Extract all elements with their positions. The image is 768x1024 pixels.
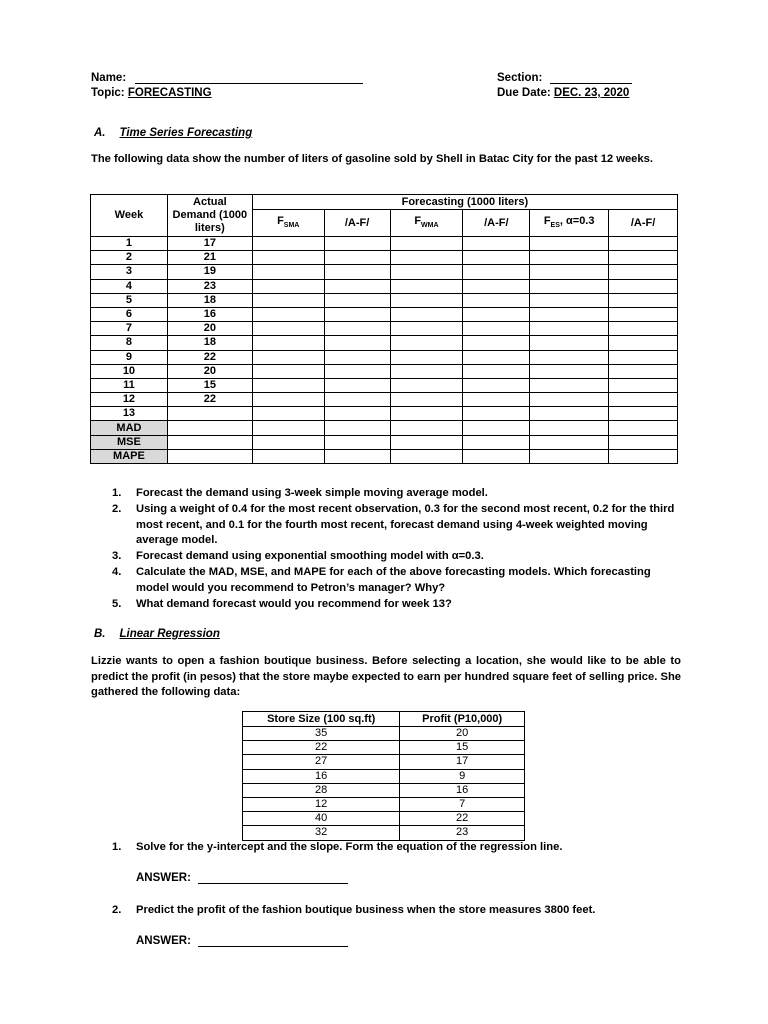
week-cell: 10 — [91, 364, 168, 378]
week-cell: 11 — [91, 378, 168, 392]
blank-cell[interactable] — [609, 237, 678, 251]
blank-cell[interactable] — [324, 407, 390, 421]
blank-cell[interactable] — [463, 237, 530, 251]
blank-cell[interactable] — [252, 421, 324, 435]
blank-cell[interactable] — [252, 378, 324, 392]
blank-cell[interactable] — [609, 435, 678, 449]
blank-cell[interactable] — [390, 251, 463, 265]
store-size-cell: 12 — [243, 797, 400, 811]
blank-cell[interactable] — [252, 449, 324, 463]
section-label: Section: — [497, 72, 632, 84]
list-item: 3. Forecast demand using exponential smoothing model with α=0.3. — [112, 550, 484, 563]
section-blank[interactable] — [550, 83, 632, 84]
blank-cell[interactable] — [252, 237, 324, 251]
forecast-table — [90, 194, 678, 464]
blank-cell[interactable] — [609, 449, 678, 463]
blank-cell[interactable] — [252, 279, 324, 293]
profit-cell: 20 — [400, 727, 525, 741]
blank-cell[interactable] — [252, 265, 324, 279]
blank-cell[interactable] — [530, 336, 609, 350]
week-cell: 6 — [91, 307, 168, 321]
week-cell: 1 — [91, 237, 168, 251]
blank-cell[interactable] — [463, 421, 530, 435]
blank-cell[interactable] — [530, 251, 609, 265]
fwma-header: $F_{WMA}$ — [390, 210, 463, 237]
blank-cell[interactable] — [390, 364, 463, 378]
blank-cell[interactable] — [530, 364, 609, 378]
blank-cell[interactable] — [324, 421, 390, 435]
blank-cell[interactable] — [530, 407, 609, 421]
blank-cell[interactable] — [530, 322, 609, 336]
table-row — [91, 279, 678, 293]
demand-cell: 18 — [167, 336, 252, 350]
profit-cell: 17 — [400, 755, 525, 769]
blank-cell[interactable] — [324, 393, 390, 407]
blank-cell[interactable] — [390, 322, 463, 336]
blank-cell[interactable] — [252, 293, 324, 307]
blank-cell[interactable] — [252, 251, 324, 265]
summary-row — [91, 435, 678, 449]
section-b-question-2 — [112, 903, 682, 919]
demand-header: Actual Demand (1000 liters) — [167, 195, 252, 237]
blank-cell[interactable] — [390, 435, 463, 449]
table-row — [91, 350, 678, 364]
table-row — [243, 755, 525, 769]
blank-cell[interactable] — [390, 336, 463, 350]
demand-cell: 22 — [167, 393, 252, 407]
blank-cell[interactable] — [530, 449, 609, 463]
store-size-header: Store Size (100 sq.ft) — [243, 712, 400, 727]
blank-cell[interactable] — [324, 378, 390, 392]
list-item: 4. Calculate the MAD, MSE, and MAPE for each of the above forecasting models. Which forecasting model would you recommend to Petron’s manager? Why? — [112, 565, 651, 594]
list-item: 1. Forecast the demand using 3-week simple moving average model. — [112, 487, 488, 499]
blank-cell[interactable] — [390, 407, 463, 421]
blank-cell[interactable] — [463, 279, 530, 293]
store-size-cell: 35 — [243, 727, 400, 741]
blank-cell[interactable] — [530, 293, 609, 307]
profit-cell: 9 — [400, 769, 525, 783]
table-row — [243, 797, 525, 811]
profit-cell: 23 — [400, 826, 525, 840]
blank-cell[interactable] — [252, 336, 324, 350]
profit-cell: 7 — [400, 797, 525, 811]
blank-cell[interactable] — [324, 435, 390, 449]
summary-row — [91, 449, 678, 463]
blank-cell[interactable] — [324, 449, 390, 463]
blank-cell[interactable] — [252, 364, 324, 378]
blank-cell[interactable] — [463, 378, 530, 392]
blank-cell[interactable] — [609, 279, 678, 293]
section-a-questions — [112, 486, 682, 612]
blank-cell[interactable] — [324, 322, 390, 336]
forecasting-header: Forecasting (1000 liters) — [252, 195, 677, 210]
blank-cell[interactable] — [324, 251, 390, 265]
topic-line: Topic: FORECASTING — [91, 87, 212, 99]
table-row — [91, 407, 678, 421]
section-a-intro: The following data show the number of liters of gasoline sold by Shell in Batac City for the past 12 weeks. — [91, 153, 653, 165]
answer-1-blank[interactable] — [198, 883, 348, 884]
blank-cell[interactable] — [530, 307, 609, 321]
blank-cell[interactable] — [390, 350, 463, 364]
table-row — [91, 307, 678, 321]
blank-cell[interactable] — [167, 421, 252, 435]
blank-cell[interactable] — [324, 364, 390, 378]
table-row — [91, 364, 678, 378]
answer-2-blank[interactable] — [198, 946, 348, 947]
blank-cell[interactable] — [609, 364, 678, 378]
table-row — [91, 293, 678, 307]
list-item: 2. Using a weight of 0.4 for the most recent observation, 0.3 for the second most recent, 0.2 for the third most recent, and 0.1 for the fourth most recent, forecast demand using 4-week weighted moving average model. — [112, 502, 675, 547]
table-row — [243, 783, 525, 797]
table-row — [91, 322, 678, 336]
week-cell: 9 — [91, 350, 168, 364]
section-a-heading: A. Time Series Forecasting — [94, 127, 253, 139]
table-row — [243, 727, 525, 741]
blank-cell[interactable] — [390, 393, 463, 407]
profit-cell: 22 — [400, 812, 525, 826]
demand-cell: 18 — [167, 293, 252, 307]
blank-cell[interactable] — [324, 307, 390, 321]
summary-row — [91, 421, 678, 435]
answer-2: ANSWER: — [136, 935, 348, 947]
demand-cell: 22 — [167, 350, 252, 364]
blank-cell[interactable] — [463, 336, 530, 350]
store-size-cell: 32 — [243, 826, 400, 840]
fes-header: $F_{ES}$, α=0.3 — [530, 210, 609, 237]
blank-cell[interactable] — [324, 350, 390, 364]
blank-cell[interactable] — [463, 293, 530, 307]
table-row — [91, 393, 678, 407]
week-cell: 12 — [91, 393, 168, 407]
blank-cell[interactable] — [390, 237, 463, 251]
blank-cell[interactable] — [390, 449, 463, 463]
table-row — [91, 251, 678, 265]
blank-cell[interactable] — [609, 265, 678, 279]
store-size-cell: 27 — [243, 755, 400, 769]
demand-cell: 16 — [167, 307, 252, 321]
list-item: 2. Predict the profit of the fashion boutique business when the store measures 3800 feet. — [112, 904, 596, 916]
blank-cell[interactable] — [463, 322, 530, 336]
demand-cell: 15 — [167, 378, 252, 392]
blank-cell[interactable] — [463, 307, 530, 321]
week-cell: 5 — [91, 293, 168, 307]
blank-cell[interactable] — [167, 449, 252, 463]
week-cell: 8 — [91, 336, 168, 350]
blank-cell[interactable] — [324, 265, 390, 279]
blank-cell[interactable] — [167, 435, 252, 449]
list-item: 1. Solve for the y-intercept and the slope. Form the equation of the regression line. — [112, 841, 563, 853]
blank-cell[interactable] — [463, 435, 530, 449]
blank-cell[interactable] — [463, 449, 530, 463]
blank-cell[interactable] — [324, 279, 390, 293]
blank-cell[interactable] — [609, 307, 678, 321]
answer-1: ANSWER: — [136, 872, 348, 884]
blank-cell[interactable] — [530, 237, 609, 251]
blank-cell[interactable] — [609, 336, 678, 350]
table-row — [91, 336, 678, 350]
demand-cell — [167, 407, 252, 421]
demand-cell: 21 — [167, 251, 252, 265]
table-row — [91, 237, 678, 251]
blank-cell[interactable] — [252, 393, 324, 407]
blank-cell[interactable] — [252, 407, 324, 421]
blank-cell[interactable] — [324, 293, 390, 307]
section-b-heading: B. Linear Regression — [94, 628, 220, 640]
store-size-cell: 28 — [243, 783, 400, 797]
week-header: Week — [91, 195, 168, 237]
demand-cell: 17 — [167, 237, 252, 251]
blank-cell[interactable] — [609, 393, 678, 407]
blank-cell[interactable] — [390, 307, 463, 321]
blank-cell[interactable] — [530, 421, 609, 435]
blank-cell[interactable] — [530, 279, 609, 293]
demand-cell: 20 — [167, 364, 252, 378]
blank-cell[interactable] — [252, 307, 324, 321]
demand-cell: 23 — [167, 279, 252, 293]
list-item: 5. What demand forecast would you recommend for week 13? — [112, 597, 452, 610]
due-date-line: Due Date: DEC. 23, 2020 — [497, 87, 630, 99]
blank-cell[interactable] — [609, 350, 678, 364]
table-row — [243, 741, 525, 755]
blank-cell[interactable] — [390, 293, 463, 307]
blank-cell[interactable] — [390, 279, 463, 293]
name-label: Name: — [91, 72, 363, 84]
blank-cell[interactable] — [252, 435, 324, 449]
blank-cell[interactable] — [530, 350, 609, 364]
blank-cell[interactable] — [324, 336, 390, 350]
blank-cell[interactable] — [252, 322, 324, 336]
blank-cell[interactable] — [609, 322, 678, 336]
blank-cell[interactable] — [390, 265, 463, 279]
blank-cell[interactable] — [530, 265, 609, 279]
section-b-intro: Lizzie wants to open a fashion boutique business. Before selecting a location, she would like to be able to predict the profit (in pesos) that the store maybe expected to earn per hundred square feet of selling price. She gathered the following data: — [91, 655, 681, 698]
due-date-value: DEC. 23, 2020 — [553, 87, 630, 99]
blank-cell[interactable] — [463, 265, 530, 279]
blank-cell[interactable] — [530, 378, 609, 392]
abs-error-header: /A-F/ — [609, 210, 678, 237]
abs-error-header: /A-F/ — [463, 210, 530, 237]
blank-cell[interactable] — [463, 407, 530, 421]
week-cell: 4 — [91, 279, 168, 293]
blank-cell[interactable] — [463, 364, 530, 378]
demand-cell: 19 — [167, 265, 252, 279]
blank-cell[interactable] — [609, 293, 678, 307]
profit-cell: 15 — [400, 741, 525, 755]
blank-cell[interactable] — [609, 378, 678, 392]
blank-cell[interactable] — [390, 378, 463, 392]
blank-cell[interactable] — [609, 421, 678, 435]
demand-cell: 20 — [167, 322, 252, 336]
blank-cell[interactable] — [463, 393, 530, 407]
table-row — [243, 812, 525, 826]
summary-label: MSE — [91, 435, 168, 449]
table-row — [91, 265, 678, 279]
week-cell: 3 — [91, 265, 168, 279]
week-cell: 7 — [91, 322, 168, 336]
table-row — [243, 769, 525, 783]
store-size-cell: 22 — [243, 741, 400, 755]
topic-value: FORECASTING — [127, 87, 212, 99]
store-size-cell: 40 — [243, 812, 400, 826]
week-cell: 13 — [91, 407, 168, 421]
summary-label: MAD — [91, 421, 168, 435]
profit-cell: 16 — [400, 783, 525, 797]
blank-cell[interactable] — [252, 350, 324, 364]
abs-error-header: /A-F/ — [324, 210, 390, 237]
blank-cell[interactable] — [324, 237, 390, 251]
fsma-header: $F_{SMA}$ — [252, 210, 324, 237]
blank-cell[interactable] — [530, 393, 609, 407]
name-blank[interactable] — [135, 83, 363, 84]
regression-table — [242, 711, 525, 841]
blank-cell[interactable] — [609, 407, 678, 421]
blank-cell[interactable] — [463, 251, 530, 265]
blank-cell[interactable] — [463, 350, 530, 364]
table-row — [91, 378, 678, 392]
store-size-cell: 16 — [243, 769, 400, 783]
table-row — [243, 826, 525, 840]
blank-cell[interactable] — [609, 251, 678, 265]
section-b-question-1 — [112, 840, 682, 856]
blank-cell[interactable] — [530, 435, 609, 449]
blank-cell[interactable] — [390, 421, 463, 435]
week-cell: 2 — [91, 251, 168, 265]
profit-header: Profit (P10,000) — [400, 712, 525, 727]
summary-label: MAPE — [91, 449, 168, 463]
